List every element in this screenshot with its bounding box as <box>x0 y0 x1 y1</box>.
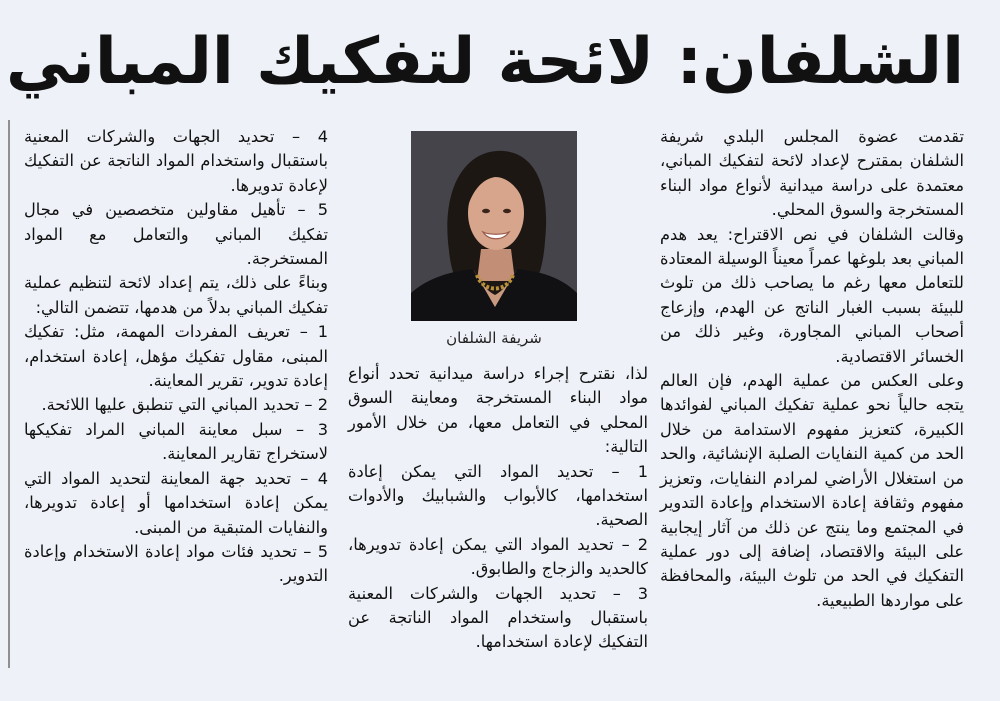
portrait-photo <box>411 131 577 321</box>
paragraph: 5 – تأهيل مقاولين متخصصين في مجال تفكيك المباني والتعامل مع المواد المستخرجة. <box>24 200 328 269</box>
paragraph: 1 – تعريف المفردات المهمة، مثل: تفكيك المبنى، مقاول تفكيك مؤهل، إعادة استخدام، إعادة تدوير، تقرير المعاينة. <box>24 322 328 391</box>
paragraph: تقدمت عضوة المجلس البلدي شريفة الشلفان بمقترح لإعداد لائحة لتفكيك المباني، معتمدة على دراسة ميدانية لأنواع مواد البناء المستخرجة والسوق المحلي. <box>660 127 964 220</box>
paragraph: وعلى العكس من عملية الهدم، فإن العالم يتجه حالياً نحو عملية تفكيك المباني لفوائدها الكبيرة، كتعزيز مفهوم الاستدامة من خلال الحد من كمية النفايات الصلبة الإنشائية، والحد من استغلال الأراضي لمرادم النفايات، وتعزيز مفهوم وثقافة إعادة الاستخدام وإعادة التدوير في المجتمع وما ينتج عن ذلك من آثار إيجابية على البيئة والاقتصاد، إضافة إلى دور عملية التفكيك في الحد من تلوث البيئة، والمحافظة على مواردها الطبيعية. <box>660 371 964 610</box>
paragraph: وقالت الشلفان في نص الاقتراح: يعد هدم المباني بعد بلوغها عمراً معيناً الوسيلة المعتادة للتعامل معها رغم ما يصاحب ذلك من تلوث للبيئة بسبب الغبار الناتج عن الهدم، وإزعاج أصحاب المباني المجاورة، وغير ذلك من الخسائر الاقتصادية. <box>660 224 964 366</box>
article-column-2 <box>348 362 648 655</box>
paragraph: لذا، نقترح إجراء دراسة ميدانية تحدد أنواع مواد البناء المستخرجة ومعاينة السوق المحلي في التعامل معها، من خلال الأمور التالية: <box>348 364 648 457</box>
paragraph: وبناءً على ذلك، يتم إعداد لائحة لتنظيم عملية تفكيك المباني بدلاً من هدمها، تتضمن التالي: <box>24 273 328 317</box>
paragraph: 2 – تحديد المواد التي يمكن إعادة تدويرها، كالحديد والزجاج والطابوق. <box>348 534 648 579</box>
article-column-3 <box>24 125 328 589</box>
paragraph: 4 – تحديد جهة المعاينة لتحديد المواد التي يمكن إعادة استخدامها أو إعادة تدويرها، والنفايات المتبقية من المبنى. <box>24 468 328 537</box>
paragraph: 4 – تحديد الجهات والشركات المعنية باستقبال واستخدام المواد الناتجة عن التفكيك لإعادة تدويرها. <box>24 127 328 195</box>
paragraph: 1 – تحديد المواد التي يمكن إعادة استخدامها، كالأبواب والشبابيك والأدوات الصحية. <box>348 461 648 530</box>
paragraph: 2 – تحديد المباني التي تنطبق عليها اللائحة. <box>41 395 328 415</box>
paragraph: 5 – تحديد فئات مواد إعادة الاستخدام وإعادة التدوير. <box>24 541 328 586</box>
paragraph: 3 – سبل معاينة المباني المراد تفكيكها لاستخراج تقارير المعاينة. <box>24 419 328 464</box>
headline: الشلفان: لائحة لتفكيك المباني <box>6 25 964 99</box>
article-column-1 <box>660 125 964 613</box>
photo-caption: شريفة الشلفان <box>446 329 542 347</box>
paragraph: 3 – تحديد الجهات والشركات المعنية باستقبال واستخدام المواد الناتجة عن التفكيك لإعادة استخدامها. <box>348 583 648 652</box>
column-divider-rule <box>8 120 10 668</box>
